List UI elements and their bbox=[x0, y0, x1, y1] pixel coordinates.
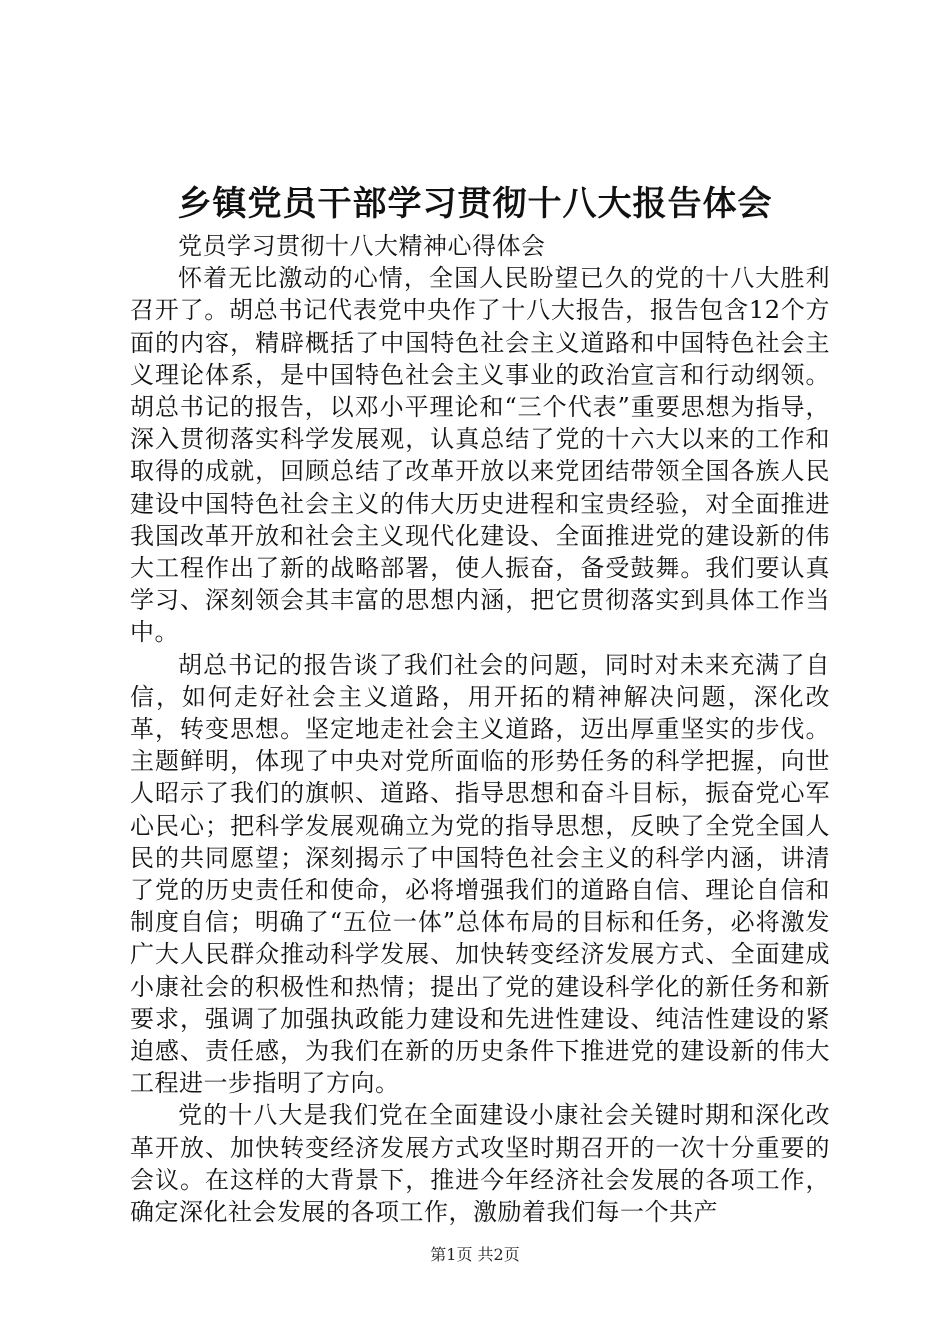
page-footer: 第1页 共2页 bbox=[430, 1245, 520, 1264]
document-body bbox=[130, 230, 830, 1228]
paragraph-3: 党的十八大是我们党在全面建设小康社会关键时期和深化改革开放、加快转变经济发展方式攻坚时期召开的一次十分重要的会议。在这样的大背景下，推进今年经济社会发展的各项工作，确定深化社会发展的各项工作，激励着我们每一个共产 bbox=[130, 1101, 830, 1227]
subtitle-line: 党员学习贯彻十八大精神心得体会 bbox=[178, 232, 546, 260]
paragraph-2: 胡总书记的报告谈了我们社会的问题，同时对未来充满了自信，如何走好社会主义道路，用开拓的精神解决问题，深化改革，转变思想。坚定地走社会主义道路，迈出厚重坚实的步伐。主题鲜明，体现了中央对党所面临的形势任务的科学把握，向世人昭示了我们的旗帜、道路、指导思想和奋斗目标，振奋党心军心民心；把科学发展观确立为党的指导思想，反映了全党全国人民的共同愿望；深刻揭示了中国特色社会主义的科学内涵，讲清了党的历史责任和使命，必将增强我们的道路自信、理论自信和制度自信；明确了“五位一体”总体布局的目标和任务，必将激发广大人民群众推动科学发展、加快转变经济发展方式、全面建成小康社会的积极性和热情；提出了党的建设科学化的新任务和新要求，强调了加强执政能力建设和先进性建设、纯洁性建设的紧迫感、责任感，为我们在新的历史条件下推进党的建设新的伟大工程进一步指明了方向。 bbox=[130, 650, 830, 1098]
document-title: 乡镇党员干部学习贯彻十八大报告体会 bbox=[177, 184, 773, 224]
paragraph-1: 怀着无比激动的心情，全国人民盼望已久的党的十八大胜利召开了。胡总书记代表党中央作了十八大报告，报告包含12个方面的内容，精辟概括了中国特色社会主义道路和中国特色社会主义理论体系，是中国特色社会主义事业的政治宣言和行动纲领。胡总书记的报告，以邓小平理论和“三个代表”重要思想为指导，深入贯彻落实科学发展观，认真总结了党的十六大以来的工作和取得的成就，回顾总结了改革开放以来党团结带领全国各族人民建设中国特色社会主义的伟大历史进程和宝贵经验，对全面推进我国改革开放和社会主义现代化建设、全面推进党的建设新的伟大工程作出了新的战略部署，使人振奋，备受鼓舞。我们要认真学习、深刻领会其丰富的思想内涵，把它贯彻落实到具体工作当中。 bbox=[130, 264, 830, 647]
